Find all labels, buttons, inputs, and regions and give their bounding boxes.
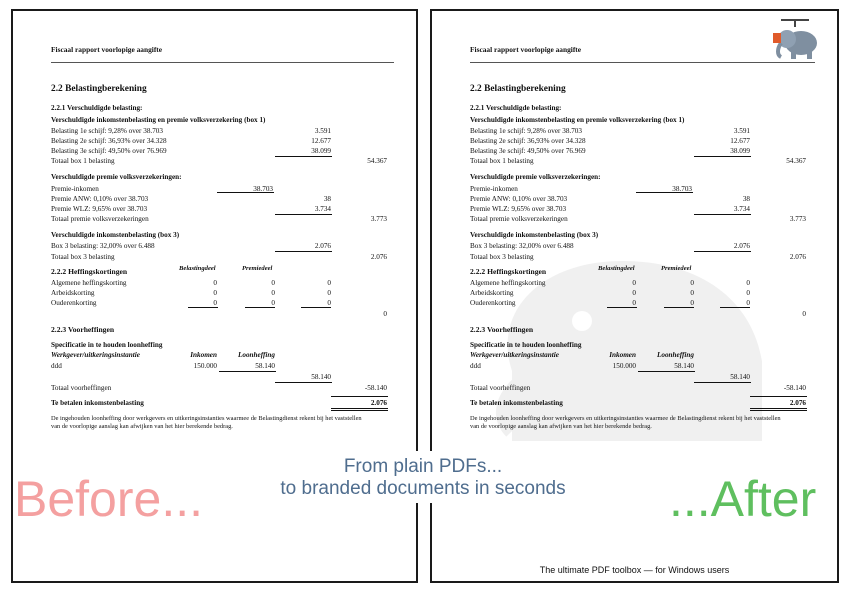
korting-value: 0 (632, 299, 636, 307)
col-belastingdeel: Belastingdeel (179, 265, 216, 272)
col-werkgever: Werkgever/uitkeringsinstantie (51, 351, 140, 359)
sum-rule (275, 214, 332, 215)
sum-rule (217, 192, 274, 193)
kortingen-total: 0 (383, 310, 387, 318)
box1-row-label: Belasting 3e schijf: 49,50% over 76.969 (51, 147, 167, 155)
box3-title: Verschuldigde inkomstenbelasting (box 3) (470, 231, 599, 239)
box1-row-label: Belasting 2e schijf: 36,93% over 34.328 (470, 137, 586, 145)
sum-rule (275, 382, 332, 383)
korting-value: 0 (327, 299, 331, 307)
korting-value: 0 (690, 289, 694, 297)
box3-total-label: Totaal box 3 belasting (470, 253, 534, 261)
box3-total-value: 2.076 (789, 253, 806, 261)
tagline-line-1: From plain PDFs... (343, 456, 503, 477)
box1-row-label: Belasting 1e schijf: 9,28% over 38.703 (470, 127, 582, 135)
tagline-box (236, 451, 610, 503)
premie-row-value: 38 (323, 195, 331, 203)
sum-rule (636, 192, 693, 193)
col-werkgever: Werkgever/uitkeringsinstantie (470, 351, 559, 359)
premie-row-label: Premie-inkomen (51, 185, 99, 193)
korting-value: 0 (690, 279, 694, 287)
premie-total-value: 3.773 (789, 215, 806, 223)
korting-label: Arbeidskorting (470, 289, 514, 297)
korting-value: 0 (271, 279, 275, 287)
spec-loonheffing: 58.140 (255, 362, 275, 370)
box1-row-value: 38.099 (730, 147, 750, 155)
korting-value: 0 (690, 299, 694, 307)
sum-rule (694, 214, 751, 215)
spec-name: ddd (51, 362, 62, 370)
premie-row-label: Premie ANW: 0,10% over 38.703 (470, 195, 568, 203)
premie-row-value: 38.703 (672, 185, 692, 193)
subsection-223: 2.2.3 Voorheffingen (470, 325, 534, 334)
box1-row-value: 3.591 (314, 127, 331, 135)
spec-inkomen: 150.000 (612, 362, 636, 370)
spec-title: Specificatie in te houden loonheffing (470, 341, 582, 349)
note-line: van de voorlopige aanslag kan afwijken van het hier berekende bedrag. (51, 423, 233, 430)
sum-rule (331, 396, 388, 397)
box1-row-value: 38.099 (311, 147, 331, 155)
spec-name: ddd (470, 362, 481, 370)
box1-total-value: 54.367 (786, 157, 806, 165)
spec-loonheffing: 58.140 (674, 362, 694, 370)
sum-rule (750, 396, 807, 397)
korting-label: Algemene heffingskorting (51, 279, 127, 287)
te-betalen-value: 2.076 (789, 399, 806, 407)
premie-row-label: Premie-inkomen (470, 185, 518, 193)
korting-value: 0 (271, 299, 275, 307)
korting-value: 0 (213, 299, 217, 307)
sum-rule (694, 156, 751, 157)
premie-row-value: 3.734 (733, 205, 750, 213)
korting-label: Ouderenkorting (51, 299, 97, 307)
box3-total-label: Totaal box 3 belasting (51, 253, 115, 261)
header-rule (51, 62, 394, 63)
subsection-222: 2.2.2 Heffingskortingen (51, 267, 128, 276)
premie-row-label: Premie ANW: 0,10% over 38.703 (51, 195, 149, 203)
premie-title: Verschuldigde premie volksverzekeringen: (51, 173, 182, 181)
korting-value: 0 (632, 279, 636, 287)
box1-row-label: Belasting 3e schijf: 49,50% over 76.969 (470, 147, 586, 155)
box1-row-label: Belasting 2e schijf: 36,93% over 34.328 (51, 137, 167, 145)
note-line: De ingehouden loonheffing door werkgevers en uitkeringsinstanties waarmee de Belastingdienst rekent bij het vaststellen (51, 415, 362, 422)
doc-header: Fiscaal rapport voorlopige aangifte (470, 45, 582, 54)
sum-rule (694, 251, 751, 252)
box1-title: Verschuldigde inkomstenbelasting en premie volksverzekering (box 1) (470, 116, 685, 124)
box1-total-value: 54.367 (367, 157, 387, 165)
sum-rule (188, 307, 218, 308)
col-premiedeel: Premiedeel (661, 265, 692, 272)
voorheffingen-value: -58.140 (783, 384, 806, 392)
premie-row-label: Premie WLZ: 9,65% over 38.703 (470, 205, 567, 213)
subsection-223: 2.2.3 Voorheffingen (51, 325, 115, 334)
premie-row-value: 38 (742, 195, 750, 203)
te-betalen-value: 2.076 (370, 399, 387, 407)
subsection-221: 2.2.1 Verschuldigde belasting: (470, 104, 562, 112)
korting-value: 0 (213, 279, 217, 287)
col-loonheffing: Loonheffing (237, 351, 275, 359)
spec-sum: 58.140 (730, 373, 750, 381)
korting-value: 0 (213, 289, 217, 297)
col-inkomen: Inkomen (190, 351, 217, 359)
te-betalen-label: Te betalen inkomstenbelasting (470, 399, 563, 407)
box3-row-value: 2.076 (733, 242, 750, 250)
premie-row-value: 38.703 (253, 185, 273, 193)
doc-header: Fiscaal rapport voorlopige aangifte (51, 45, 163, 54)
korting-value: 0 (327, 289, 331, 297)
box3-row-label: Box 3 belasting: 32,00% over 6.488 (51, 242, 155, 250)
sum-rule (301, 307, 331, 308)
section-title: 2.2 Belastingberekening (470, 84, 566, 94)
subsection-221: 2.2.1 Verschuldigde belasting: (51, 104, 143, 112)
voorheffingen-label: Totaal voorheffingen (51, 384, 112, 392)
korting-value: 0 (271, 289, 275, 297)
spec-sum: 58.140 (311, 373, 331, 381)
box1-row-label: Belasting 1e schijf: 9,28% over 38.703 (51, 127, 163, 135)
korting-value: 0 (746, 299, 750, 307)
te-betalen-label: Te betalen inkomstenbelasting (51, 399, 144, 407)
sum-rule (275, 251, 332, 252)
header-rule (470, 62, 815, 63)
sum-rule (245, 307, 275, 308)
korting-label: Ouderenkorting (470, 299, 516, 307)
col-loonheffing: Loonheffing (656, 351, 694, 359)
box1-total-label: Totaal box 1 belasting (470, 157, 534, 165)
box1-title: Verschuldigde inkomstenbelasting en premie volksverzekering (box 1) (51, 116, 266, 124)
sum-rule (607, 307, 637, 308)
box1-total-label: Totaal box 1 belasting (51, 157, 115, 165)
korting-value: 0 (327, 279, 331, 287)
korting-label: Algemene heffingskorting (470, 279, 546, 287)
footer-text: The ultimate PDF toolbox — for Windows users (539, 565, 730, 575)
spec-inkomen: 150.000 (193, 362, 217, 370)
after-label: ...After (669, 471, 817, 527)
sum-rule (638, 371, 695, 372)
premie-title: Verschuldigde premie volksverzekeringen: (470, 173, 601, 181)
col-belastingdeel: Belastingdeel (598, 265, 635, 272)
korting-label: Arbeidskorting (51, 289, 95, 297)
spec-title: Specificatie in te houden loonheffing (51, 341, 163, 349)
subsection-222: 2.2.2 Heffingskortingen (470, 267, 547, 276)
sum-rule (275, 156, 332, 157)
premie-total-value: 3.773 (370, 215, 387, 223)
korting-value: 0 (632, 289, 636, 297)
box1-row-value: 3.591 (733, 127, 750, 135)
premie-total-label: Totaal premie volksverzekeringen (470, 215, 568, 223)
box1-row-value: 12.677 (730, 137, 750, 145)
premie-row-label: Premie WLZ: 9,65% over 38.703 (51, 205, 148, 213)
premie-total-label: Totaal premie volksverzekeringen (51, 215, 149, 223)
voorheffingen-value: -58.140 (364, 384, 387, 392)
col-inkomen: Inkomen (609, 351, 636, 359)
box3-total-value: 2.076 (370, 253, 387, 261)
double-rule (331, 408, 388, 411)
kortingen-total: 0 (802, 310, 806, 318)
box1-row-value: 12.677 (311, 137, 331, 145)
before-label: Before... (14, 471, 203, 527)
note-line: De ingehouden loonheffing door werkgevers en uitkeringsinstanties waarmee de Belastingdienst rekent bij het vaststellen (470, 415, 781, 422)
box3-title: Verschuldigde inkomstenbelasting (box 3) (51, 231, 180, 239)
korting-value: 0 (746, 279, 750, 287)
korting-value: 0 (746, 289, 750, 297)
double-rule (750, 408, 807, 411)
note-line: van de voorlopige aanslag kan afwijken van het hier berekende bedrag. (470, 423, 652, 430)
sum-rule (694, 382, 751, 383)
sum-rule (720, 307, 750, 308)
tagline-line-2: to branded documents in seconds (280, 478, 566, 499)
box3-row-label: Box 3 belasting: 32,00% over 6.488 (470, 242, 574, 250)
sum-rule (664, 307, 694, 308)
box3-row-value: 2.076 (314, 242, 331, 250)
voorheffingen-label: Totaal voorheffingen (470, 384, 531, 392)
col-premiedeel: Premiedeel (242, 265, 273, 272)
sum-rule (219, 371, 276, 372)
premie-row-value: 3.734 (314, 205, 331, 213)
section-title: 2.2 Belastingberekening (51, 84, 147, 94)
